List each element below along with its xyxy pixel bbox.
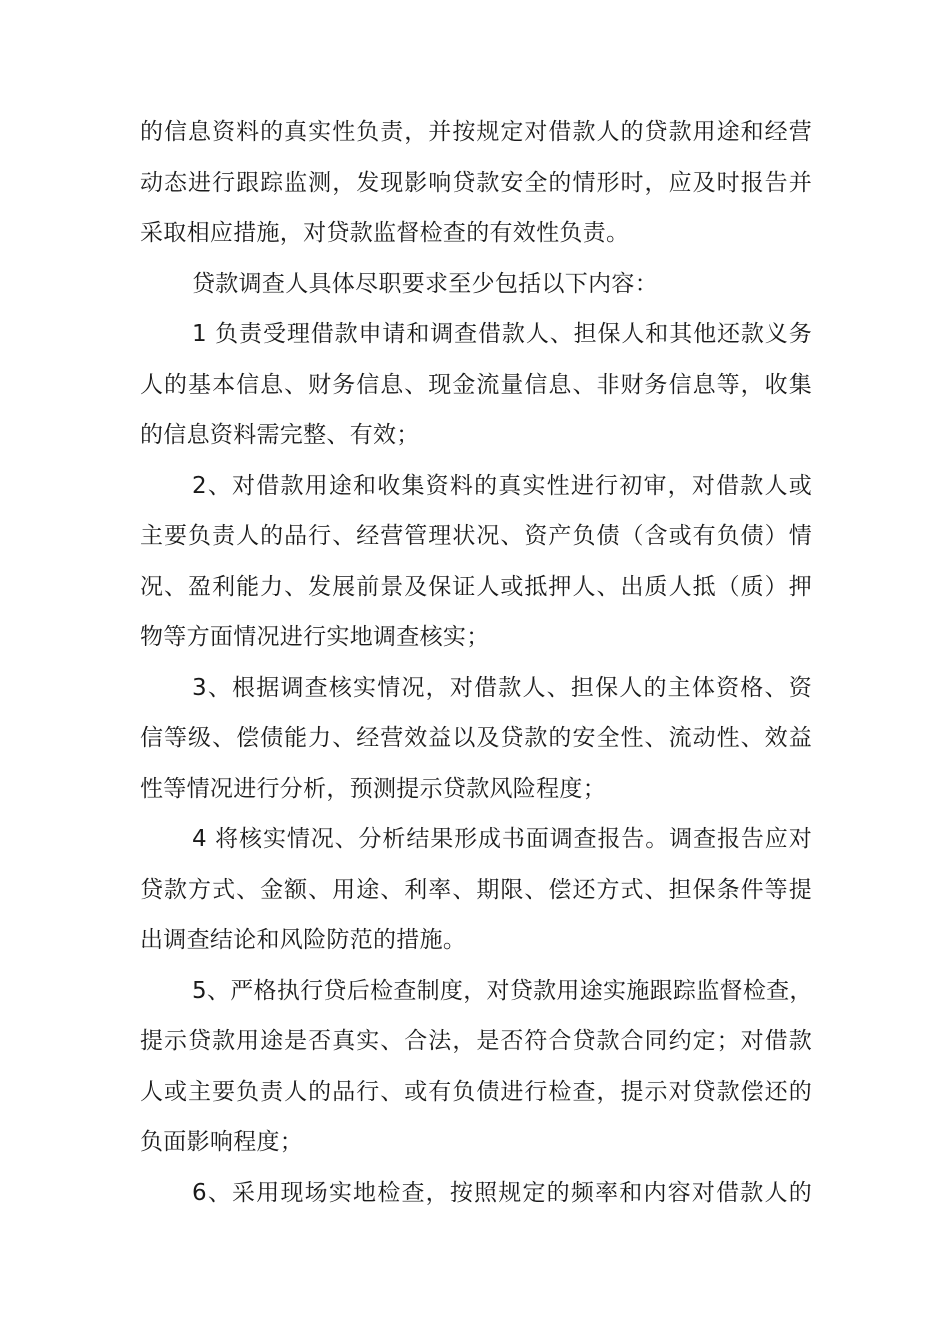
text-line: 的信息资料需完整、有效； bbox=[140, 422, 420, 448]
text-line: 物等方面情况进行实地调查核实； bbox=[140, 624, 490, 650]
text-line: 贷款调查人具体尽职要求至少包括以下内容： bbox=[192, 270, 658, 297]
text-line: 6、采用现场实地检查，按照规定的频率和内容对借款人的 bbox=[192, 1179, 812, 1206]
text-line: 3、根据调查核实情况，对借款人、担保人的主体资格、资 bbox=[192, 674, 812, 701]
text-line: 动态进行跟踪监测，发现影响贷款安全的情形时，应及时报告并 bbox=[140, 169, 812, 196]
text-line: 主要负责人的品行、经营管理状况、资产负债（含或有负债）情 bbox=[140, 523, 812, 549]
text-line: 贷款方式、金额、用途、利率、期限、偿还方式、担保条件等提 bbox=[140, 876, 812, 903]
text-line: 5、严格执行贷后检查制度，对贷款用途实施跟踪监督检查， bbox=[192, 977, 813, 1004]
text-line: 况、盈利能力、发展前景及保证人或抵押人、出质人抵（质）押 bbox=[140, 573, 812, 600]
text-line: 2、对借款用途和收集资料的真实性进行初审，对借款人或 bbox=[192, 472, 812, 499]
body-text bbox=[140, 107, 812, 1218]
text-line: 出调查结论和风险防范的措施。 bbox=[140, 927, 467, 953]
text-line: 的信息资料的真实性负责，并按规定对借款人的贷款用途和经营 bbox=[140, 119, 812, 145]
text-line: 采取相应措施，对贷款监督检查的有效性负责。 bbox=[140, 220, 630, 246]
text-line: 提示贷款用途是否真实、合法，是否符合贷款合同约定；对借款 bbox=[140, 1028, 812, 1054]
text-line: 信等级、偿债能力、经营效益以及贷款的安全性、流动性、效益 bbox=[140, 725, 812, 751]
text-line: 4 将核实情况、分析结果形成书面调查报告。调查报告应对 bbox=[192, 826, 812, 852]
text-line: 负面影响程度； bbox=[140, 1129, 304, 1155]
text-line: 性等情况进行分析，预测提示贷款风险程度； bbox=[140, 775, 606, 802]
text-line: 1 负责受理借款申请和调查借款人、担保人和其他还款义务 bbox=[192, 321, 812, 347]
text-line: 人的基本信息、财务信息、现金流量信息、非财务信息等，收集 bbox=[140, 371, 812, 398]
text-line: 人或主要负责人的品行、或有负债进行检查，提示对贷款偿还的 bbox=[140, 1078, 812, 1105]
